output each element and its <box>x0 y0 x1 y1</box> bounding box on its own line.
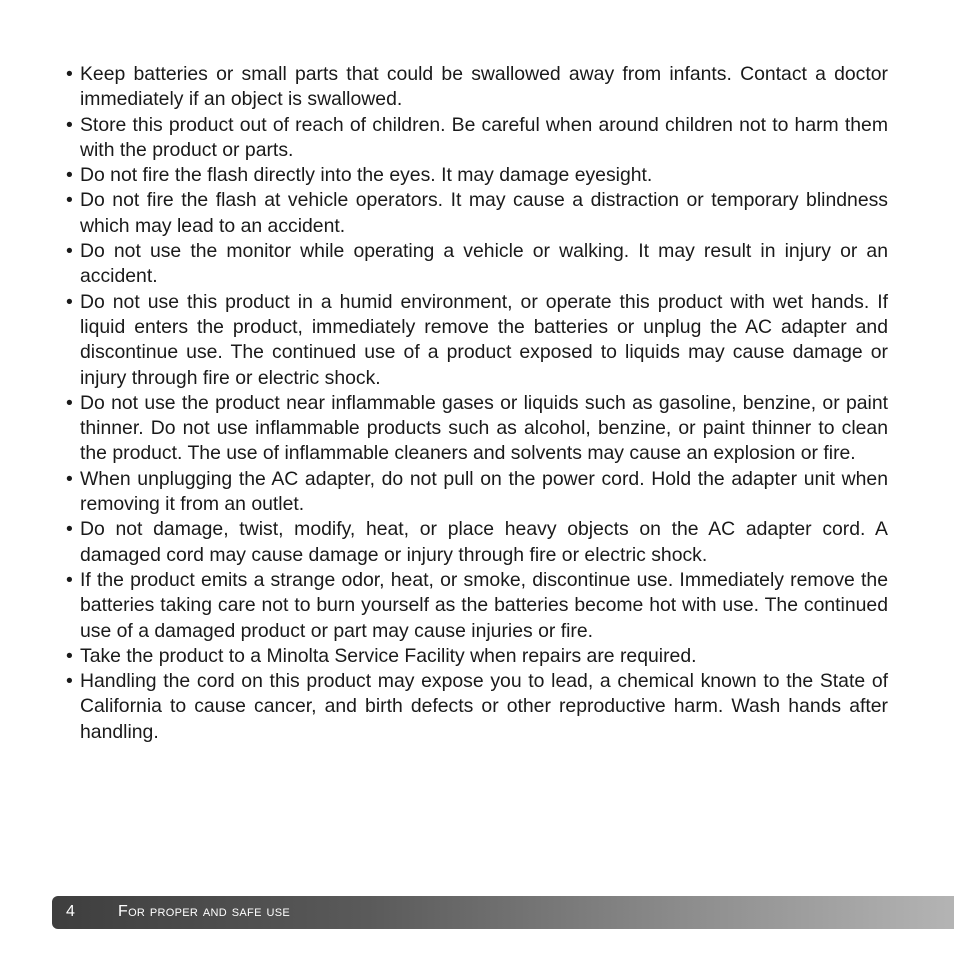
list-item: • Do not use the product near inflammable gases or liquids such as gasoline, benzine, or paint thinner. Do not use inflammable products such as alcohol, benzine, or paint thinner to clean the product. The use of inflammable cleaners and solvents may cause an explosion or fire. <box>66 391 888 467</box>
list-item: • Do not use this product in a humid environment, or operate this product with wet hands. If liquid enters the product, immediately remove the batteries or unplug the AC adapter and discontinue use. The continued use of a product exposed to liquids may cause damage or injury through fire or electric shock. <box>66 290 888 391</box>
list-item: • Do not damage, twist, modify, heat, or place heavy objects on the AC adapter cord. A damaged cord may cause damage or injury through fire or electric shock. <box>66 517 888 568</box>
list-item: • Do not use the monitor while operating a vehicle or walking. It may result in injury or an accident. <box>66 239 888 290</box>
safety-warnings-list <box>66 62 888 745</box>
page-number: 4 <box>66 903 75 920</box>
list-item: • If the product emits a strange odor, heat, or smoke, discontinue use. Immediately remove the batteries taking care not to burn yourself as the batteries become hot with use. The continued use of a damaged product or part may cause injuries or fire. <box>66 568 888 644</box>
list-item: • Store this product out of reach of children. Be careful when around children not to harm them with the product or parts. <box>66 113 888 164</box>
list-item: • Keep batteries or small parts that could be swallowed away from infants. Contact a doctor immediately if an object is swallowed. <box>66 62 888 113</box>
page-content <box>66 62 888 745</box>
list-item: • When unplugging the AC adapter, do not pull on the power cord. Hold the adapter unit when removing it from an outlet. <box>66 467 888 518</box>
list-item: • Do not fire the flash at vehicle operators. It may cause a distraction or temporary blindness which may lead to an accident. <box>66 188 888 239</box>
list-item: • Do not fire the flash directly into the eyes. It may damage eyesight. <box>66 163 888 188</box>
list-item: • Handling the cord on this product may expose you to lead, a chemical known to the State of California to cause cancer, and birth defects or other reproductive harm. Wash hands after handling. <box>66 669 888 745</box>
list-item: • Take the product to a Minolta Service Facility when repairs are required. <box>66 644 888 669</box>
section-title: For proper and safe use <box>118 903 290 920</box>
